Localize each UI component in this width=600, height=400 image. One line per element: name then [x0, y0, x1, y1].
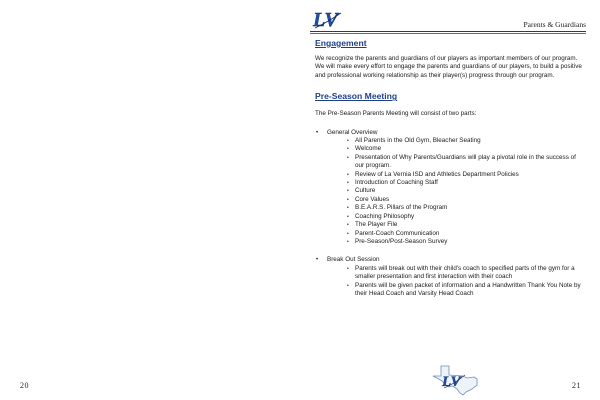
- list-item: • Parent-Coach Communication: [347, 229, 440, 237]
- list-item: • The Player File: [347, 221, 398, 229]
- part-label: Break Out Session: [327, 256, 380, 264]
- bullet-icon: •: [347, 138, 349, 145]
- list-item: • Coaching Philosophy: [347, 212, 415, 220]
- svg-text:LV: LV: [313, 9, 338, 31]
- texas-lv-logo-icon: [427, 364, 483, 396]
- list-item: • Parents will be given packet of information and a Handwritten Thank You Note by their Head Coach and Varsity Head Coach: [347, 281, 581, 297]
- part-label: General Overview: [327, 128, 378, 136]
- list-item-break-out-session: [315, 256, 585, 298]
- bullet-icon: •: [347, 205, 349, 212]
- break-out-sublist: [327, 265, 585, 299]
- bullet-icon: •: [347, 282, 349, 289]
- list-item-general-overview: [315, 129, 585, 247]
- list-item: • Core Values: [347, 195, 390, 203]
- list-item: • Review of La Vernia ISD and Athletics Department Policies: [347, 170, 519, 178]
- list-item: • B.E.A.R.S. Pillars of the Program: [347, 204, 448, 212]
- bullet-icon: •: [347, 146, 349, 153]
- list-item: • Presentation of Why Parents/Guardians will play a pivotal role in the success of our program.: [347, 153, 576, 170]
- general-overview-sublist: [327, 137, 585, 246]
- bullet-icon: •: [347, 265, 349, 272]
- list-item: • Pre-Season/Post-Season Survey: [347, 237, 448, 245]
- page-number-right: 21: [572, 381, 581, 390]
- list-item: • All Parents in the Old Gym, Bleacher Seating: [347, 137, 481, 145]
- engagement-heading: Engagement: [315, 38, 367, 48]
- bullet-icon: •: [316, 257, 319, 264]
- bullet-icon: •: [347, 213, 349, 220]
- header-rule: [310, 31, 586, 32]
- list-item: • Welcome: [347, 145, 382, 153]
- lv-logo-icon: [312, 7, 344, 31]
- bullet-icon: •: [347, 230, 349, 237]
- bullet-icon: •: [347, 222, 349, 229]
- bullet-icon: •: [347, 238, 349, 245]
- bullet-icon: •: [347, 180, 349, 187]
- bullet-icon: •: [347, 154, 349, 161]
- engagement-paragraph: We recognize the parents and guardians of our players as important members of our program. We will make every effort to engage the parents and guardians of our players, to build a positive and professional working relationship as their player(s) progress through our program.: [315, 55, 582, 79]
- list-item: • Parents will break out with their child's coach to specified parts of the gym for a smaller presentation and first interaction with their coach: [347, 264, 575, 281]
- preseason-intro: The Pre-Season Parents Meeting will consist of two parts:: [315, 110, 477, 118]
- svg-text:LV: LV: [442, 374, 461, 390]
- header-rule-thin: [310, 33, 586, 34]
- bullet-icon: •: [347, 188, 349, 195]
- page-number-left: 20: [20, 381, 29, 390]
- bullet-icon: •: [347, 171, 349, 178]
- page-content: [315, 38, 585, 298]
- list-item: • Introduction of Coaching Staff: [347, 179, 438, 187]
- bullet-icon: •: [347, 196, 349, 203]
- meeting-parts-list: [315, 129, 585, 299]
- list-item: • Culture: [347, 187, 376, 195]
- header-title: Parents & Guardians: [523, 20, 586, 29]
- preseason-heading: Pre-Season Meeting: [315, 91, 398, 102]
- bullet-icon: •: [316, 129, 319, 136]
